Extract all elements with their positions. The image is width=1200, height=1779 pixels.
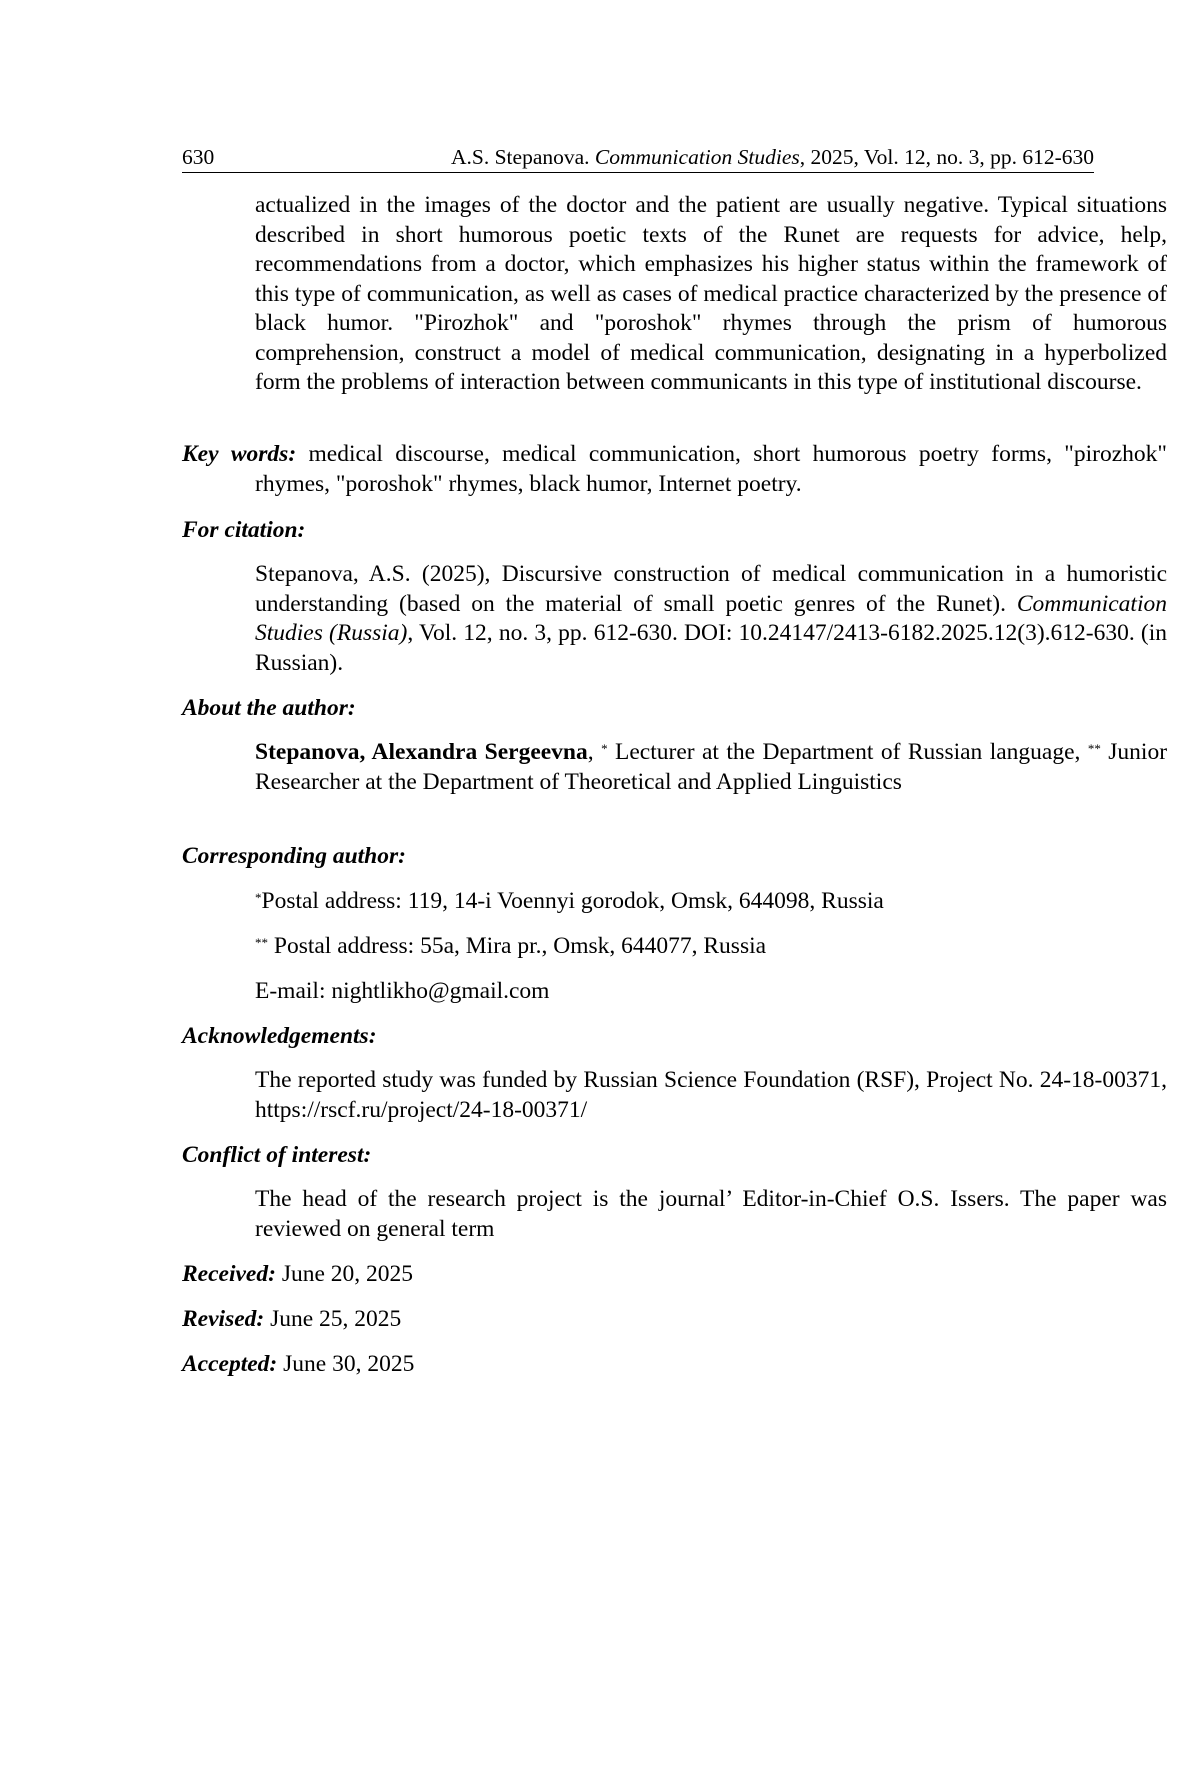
citation-text-after: , Vol. 12, no. 3, pp. 612-630. DOI: 10.24147/2413-6182.2025.12(3).612-630. (in Russian). [255, 620, 1168, 676]
revised-label: Revised: [182, 1306, 265, 1332]
revised-date [182, 1305, 1094, 1335]
citation-text-before: Stepanova, A.S. (2025), Discursive construction of medical communication in a humoristic understanding (based on the material of small poetic genres of the Runet). [255, 561, 1167, 617]
acknowledgements-body [182, 1066, 1167, 1125]
author-name: Stepanova, Alexandra Sergeevna [255, 739, 588, 765]
revised-value: June 25, 2025 [264, 1306, 402, 1332]
running-citation [451, 144, 1094, 170]
running-head [182, 144, 1094, 173]
accepted-date [182, 1350, 1094, 1380]
accepted-label: Accepted: [182, 1351, 278, 1377]
keywords-text: medical discourse, medical communication, short humorous poetry forms, "pirozhok" rhymes, "poroshok" rhymes, black humor, Internet poetry. [255, 441, 1168, 497]
acknowledgements-text: The reported study was funded by Russian Science Foundation (RSF), Project No. 24-18-00371, https://rscf.ru/project/24-18-00371/ [255, 1067, 1167, 1123]
address-sup-1: * [255, 890, 262, 905]
conflict-heading [182, 1141, 1094, 1171]
corresponding-address-1 [182, 887, 1167, 917]
address-2: Postal address: 55a, Mira pr., Omsk, 644077, Russia [268, 933, 767, 959]
author-sup-1: * [601, 741, 608, 756]
citation-suffix: , 2025, Vol. 12, no. 3, pp. 612-630 [799, 145, 1094, 169]
abstract-text: actualized in the images of the doctor and the patient are usually negative. Typical situations described in short humorous poetic texts of the Runet are requests for advice, help, recommendations from a doctor, which emphasizes his higher status within the framework of this type of communication, as well as cases of medical practice characterized by the presence of black humor. "Pirozhok" and "poroshok" rhymes through the prism of humorous comprehension, construct a model of medical communication, designating in a hyperbolized form the problems of interaction between communicants in this type of institutional discourse. [255, 192, 1167, 395]
corresponding-email [182, 977, 1167, 1007]
keywords [182, 440, 1167, 499]
citation-prefix: A.S. Stepanova. [450, 145, 595, 169]
accepted-value: June 30, 2025 [277, 1351, 415, 1377]
citation-journal: Communication Studies (Russia) [255, 590, 1167, 646]
corresponding-address-2 [182, 932, 1167, 962]
citation-label: For citation: [182, 517, 306, 543]
received-label: Received: [182, 1261, 276, 1287]
email-text: E-mail: nightlikho@gmail.com [255, 978, 550, 1004]
keywords-label: Key words: [182, 441, 297, 467]
acknowledgements-label: Acknowledgements: [182, 1023, 377, 1049]
page-number: 630 [182, 145, 215, 169]
corresponding-heading [182, 842, 1094, 872]
conflict-text: The head of the research project is the journal’ Editor-in-Chief O.S. Issers. The paper was reviewed on general term [255, 1186, 1167, 1242]
received-value: June 20, 2025 [275, 1261, 414, 1287]
about-author-heading [182, 694, 1094, 724]
corresponding-label: Corresponding author: [182, 843, 406, 869]
author-role-2: Junior Researcher at the Department of Theoretical and Applied Linguistics [255, 739, 1168, 795]
about-author-body: Stepanova, Alexandra Sergeevna, * Lecturer at the Department of Russian language, ** Junior Researcher at the Department of Theoretical and Applied Linguistics [255, 739, 1168, 795]
citation-heading [182, 516, 1094, 546]
journal-title: Communication Studies [594, 145, 800, 169]
abstract-continuation [182, 191, 1167, 398]
citation-body [182, 560, 1167, 678]
address-1: Postal address: 119, 14-i Voennyi gorodok, Omsk, 644098, Russia [261, 888, 884, 914]
about-author-label: About the author: [182, 695, 356, 721]
address-sup-2: ** [255, 935, 268, 950]
received-date [182, 1260, 1094, 1290]
author-sup-2: ** [1087, 741, 1101, 756]
conflict-label: Conflict of interest: [182, 1142, 372, 1168]
author-role-1: Lecturer at the Department of Russian language, [607, 739, 1088, 765]
acknowledgements-heading [182, 1022, 1094, 1052]
conflict-body [182, 1185, 1167, 1244]
